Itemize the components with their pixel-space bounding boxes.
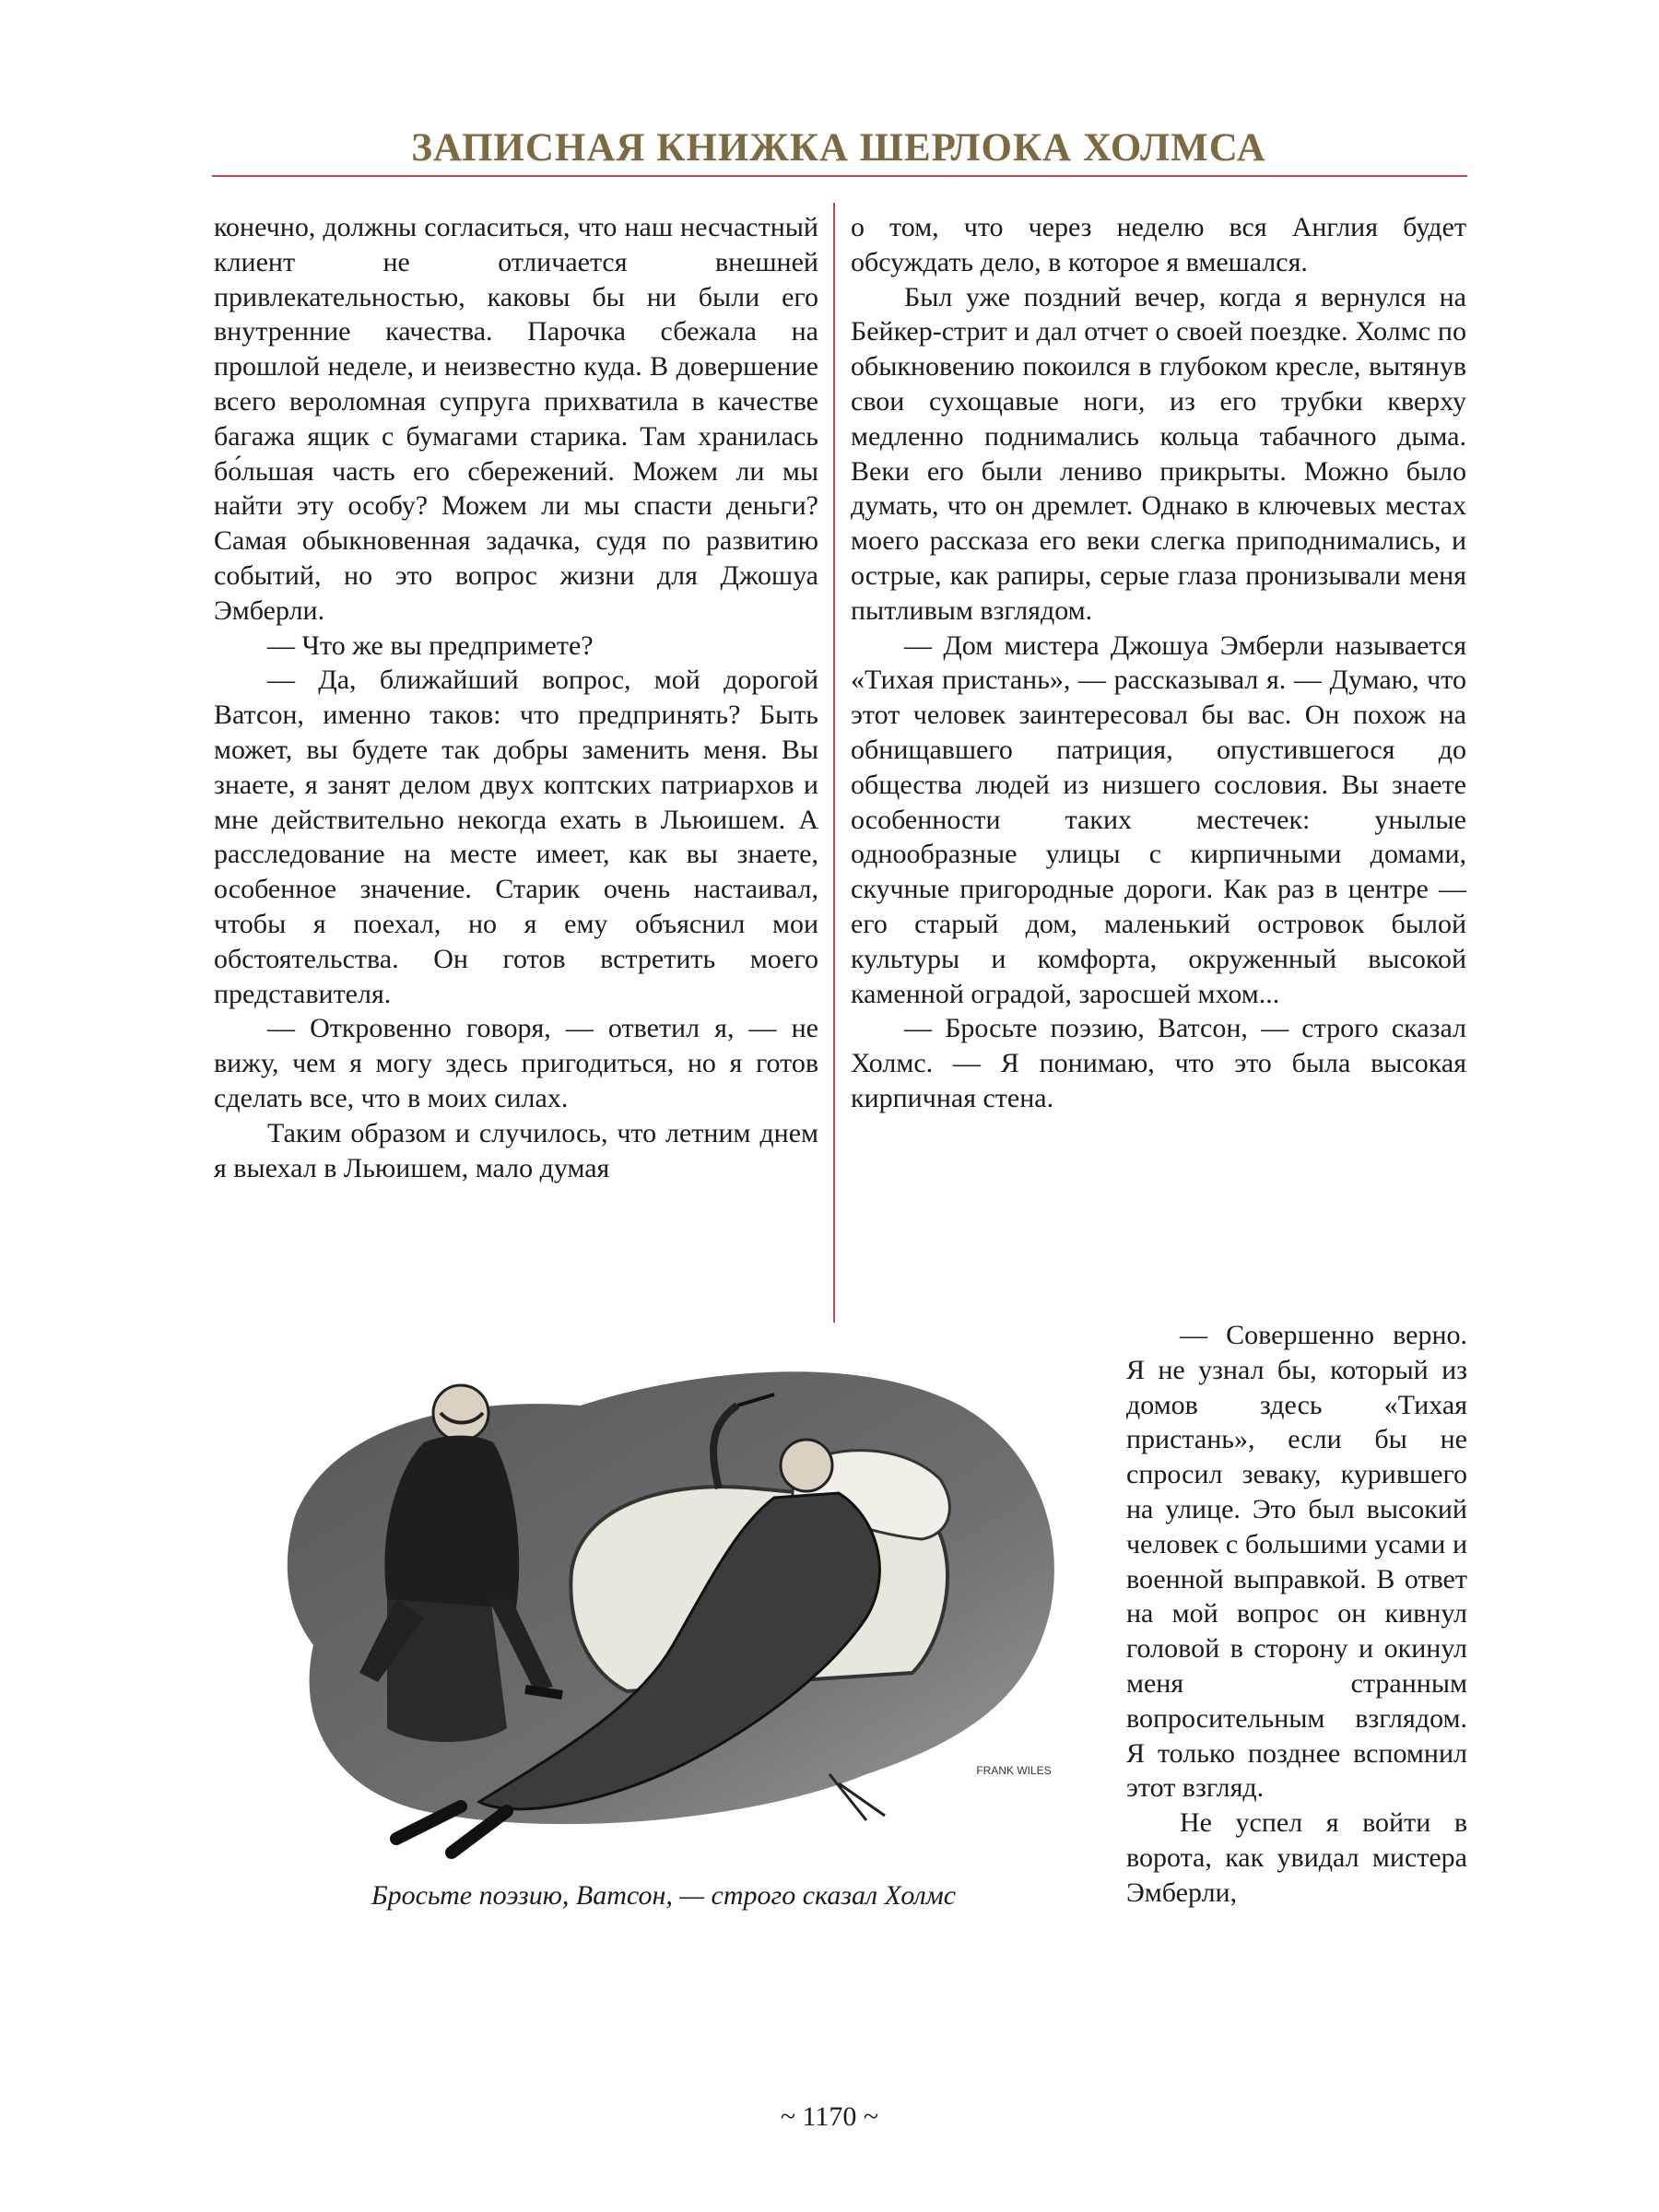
right-column [851,210,1466,1116]
paragraph: Был уже поздний вечер, когда я вернулся на Бейкер-стрит и дал отчет о своей поездке. Холмс по обыкновению покоился в глубоком кресле, вытянув свои сухощавые ноги, из его трубки кверху медленно поднимались кольца табачного дыма. Веки его были лениво прикрыты. Можно было думать, что он дремлет. Однако в ключевых местах моего рассказа его веки слегка приподнимались, и острые, как рапиры, серые глаза пронизывали меня пытливым взглядом. [851,281,1466,626]
illustration-signature: FRANK WILES [976,1764,1052,1777]
illustration-image [276,1341,1088,1876]
column-divider [833,203,835,1323]
narrow-column [1126,1318,1467,1911]
paragraph: конечно, должны согласиться, что наш несчастный клиент не отличается внешней привлекательностью, каковы бы ни были его внутренние качества. Парочка сбежала на прошлой неделе, и неизвестно куда. В довершение всего вероломная супруга прихватила в качестве багажа ящик с бумагами старика. Там хранилась бо́льшая часть его сбережений. Можем ли мы найти эту особу? Можем ли мы спасти деньги? Самая обыкновенная задачка, судя по развитию событий, но это вопрос жизни для Джошуа Эмберли. [214,212,818,626]
illustration-caption: Бросьте поэзию, Ватсон, — строго сказал Холмс [371,1880,957,1911]
header-rule [212,175,1467,177]
paragraph: — Совершенно верно. Я не узнал бы, который из домов здесь «Тихая пристань», если бы не спросил зеваку, курившего на улице. Это был высокий человек с большими усами и военной выправкой. В ответ на мой вопрос он кивнул головой в сторону и окинул меня странным вопросительным взглядом. Я только позднее вспомнил этот взгляд. [1126,1320,1467,1804]
paragraph: — Что же вы предпримете? [267,629,594,661]
page-number: ~ 1170 ~ [780,2101,879,2132]
paragraph: — Откровенно говоря, — ответил я, — не вижу, чем я могу здесь пригодиться, но я готов сделать все, что в моих силах. [214,1013,818,1113]
paragraph: о том, что через неделю вся Англия будет обсуждать дело, в которое я вмешался. [851,212,1466,277]
paragraph: Не успел я войти в ворота, как увидал мистера Эмберли, [1126,1807,1467,1908]
paragraph: — Да, ближайший вопрос, мой дорогой Ватсон, именно таков: что предпринять? Быть может, вы будете так добры заменить меня. Вы знаете, я занят делом двух коптских патриархов и мне действительно некогда ехать в Льюишем. А расследование на месте имеет, как вы знаете, особенное значение. Старик очень настаивал, чтобы я поехал, но я ему объяснил мои обстоятельства. Он готов встретить моего представителя. [214,665,818,1009]
left-column [214,210,818,1185]
paragraph: — Дом мистера Джошуа Эмберли называется «Тихая пристань», — рассказывал я. — Думаю, что этот человек заинтересовал бы вас. Он похож на обнищавшего патриция, опустившегося до общества людей из низшего сословия. Вы знаете особенности таких местечек: унылые однообразные улицы с кирпичными домами, скучные пригородные дороги. Как раз в центре — его старый дом, маленький островок былой культуры и комфорта, окруженный высокой каменной оградой, заросшей мхом... [851,629,1466,1009]
paragraph: Таким образом и случилось, что летним днем я выехал в Льюишем, мало думая [214,1117,818,1183]
paragraph: — Бросьте поэзию, Ватсон, — строго сказал Холмс. — Я понимаю, что это была высокая кирпичная стена. [851,1013,1466,1113]
running-header-title: ЗАПИСНАЯ КНИЖКА ШЕРЛОКА ХОЛМСА [411,126,1266,170]
